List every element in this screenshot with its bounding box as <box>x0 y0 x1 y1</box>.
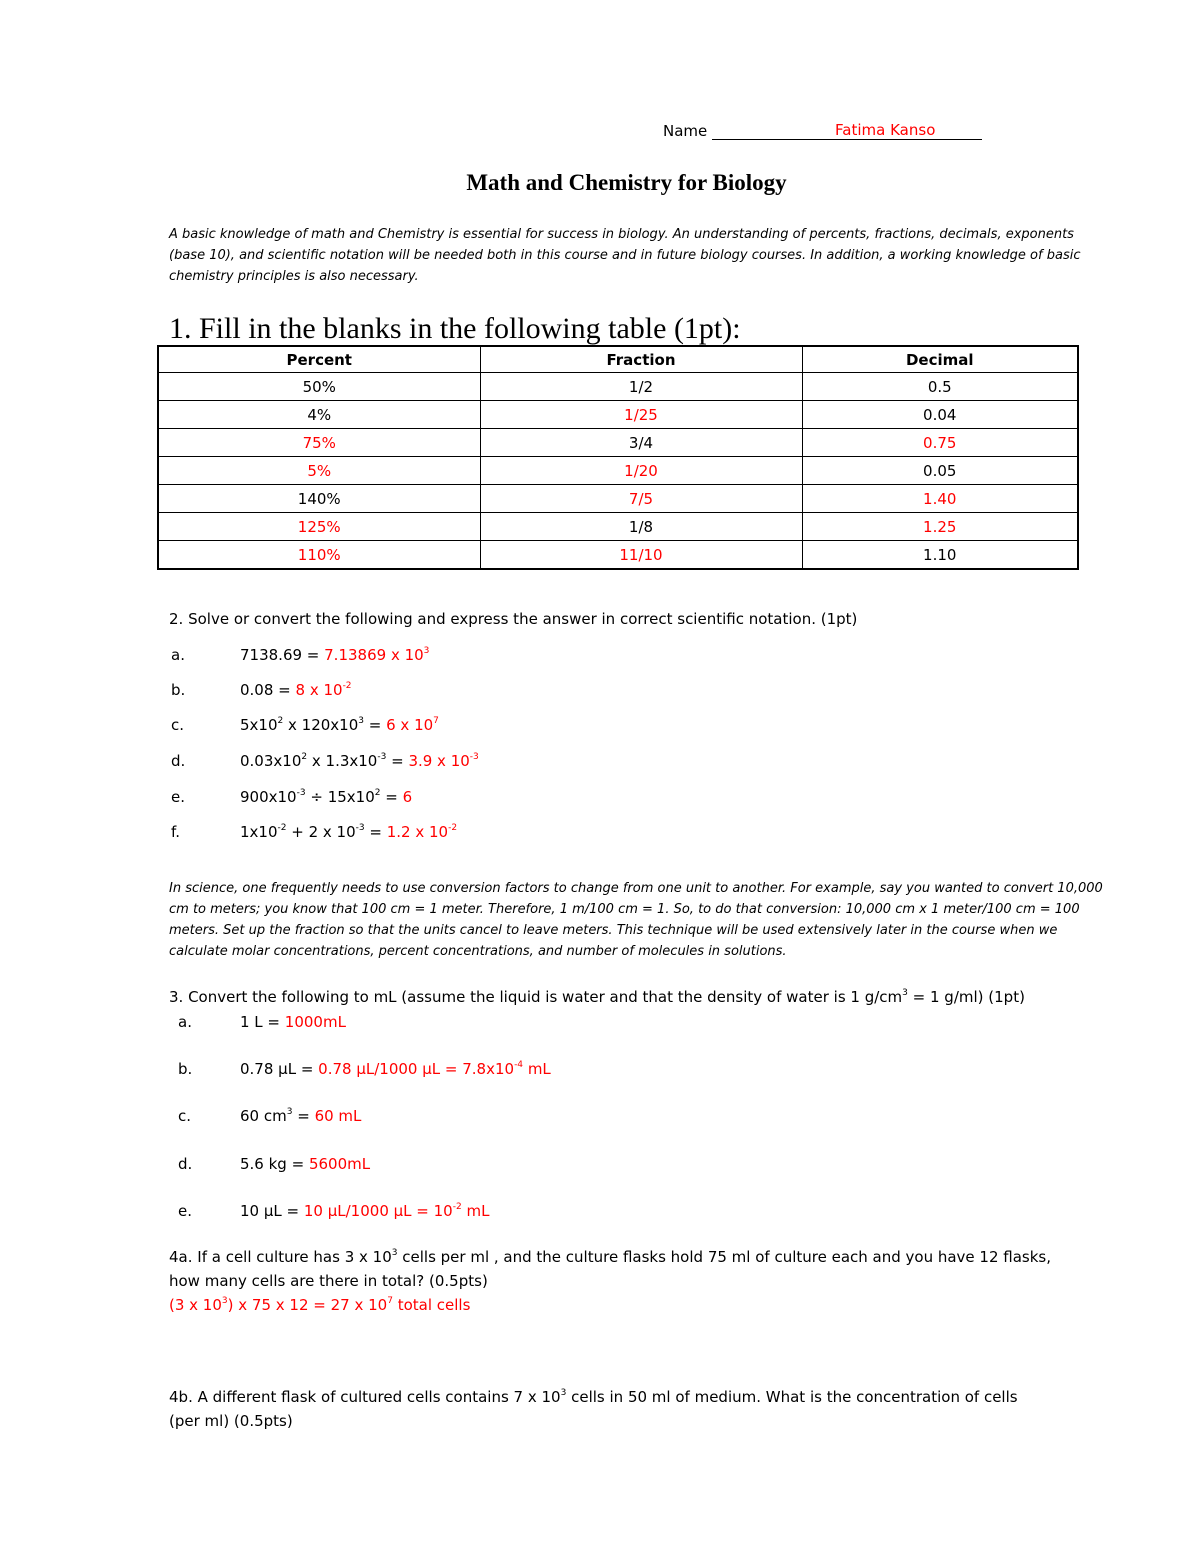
table-cell: 1.10 <box>802 541 1078 570</box>
q4a-answer: (3 x $10^3$) x 75 x 12 = 27 x $10^7$ total cells <box>169 1296 471 1314</box>
q3-question: 60 $cm^3$ = <box>240 1107 315 1125</box>
table-row <box>158 541 1078 570</box>
answer-cell: 1.25 <box>802 513 1078 541</box>
table-row <box>158 373 1078 401</box>
answer-cell: 5% <box>158 457 480 485</box>
answer-cell: 0.75 <box>802 429 1078 457</box>
header-percent: Percent <box>158 346 480 373</box>
table-cell: 1/2 <box>480 373 802 401</box>
table-cell: 50% <box>158 373 480 401</box>
name-line <box>663 122 982 140</box>
answer-cell: 110% <box>158 541 480 570</box>
table-row <box>158 401 1078 429</box>
header-fraction: Fraction <box>480 346 802 373</box>
name-field[interactable] <box>720 123 982 140</box>
q2-item <box>240 788 412 806</box>
q3-question: 10 μL = <box>240 1202 304 1220</box>
q2-question: $5x10^2$ x $120x10^3$ = <box>240 716 387 734</box>
q2-item <box>240 716 439 734</box>
q2-item <box>240 752 479 770</box>
q3-item <box>240 1060 551 1078</box>
table-row <box>158 485 1078 513</box>
q3-letter: a. <box>178 1013 192 1031</box>
q2-item <box>240 823 457 841</box>
table-cell: 1/8 <box>480 513 802 541</box>
q2-prompt: 2. Solve or convert the following and express the answer in correct scientific notation. (1pt) <box>169 610 858 628</box>
q2-question: 0.08 = <box>240 681 296 699</box>
intro-paragraph: A basic knowledge of math and Chemistry is essential for success in biology. An understanding of percents, fractions, decimals, exponents (base 10), and scientific notation will be needed both in this course and in future biology courses. In addition, a working knowledge of basic chemistry principles is also necessary. <box>169 227 1081 284</box>
q2-item <box>240 681 352 699</box>
q3-answer: 5600mL <box>308 1155 371 1173</box>
q3-answer: 0.78 μL/1000 $\mu L = 7.8x10^{-4}$ mL <box>318 1060 551 1078</box>
q2-answer: 6 <box>402 788 413 806</box>
page-title: Math and Chemistry for Biology <box>466 170 787 195</box>
q2-answer: 3.9 x $10^{-3}$ <box>408 752 479 770</box>
q3-item <box>240 1013 346 1031</box>
table-cell: 0.04 <box>802 401 1078 429</box>
q2-question: $0.03x10^2$ x $1.3x10^{-3}$ = <box>240 752 409 770</box>
q3-question: 0.78 μL = <box>240 1060 319 1078</box>
table-row <box>158 457 1078 485</box>
table-cell: 140% <box>158 485 480 513</box>
q2-letter: d. <box>171 752 186 770</box>
q2-letter: f. <box>171 823 180 841</box>
q1-heading: 1. Fill in the blanks in the following table (1pt): <box>169 312 741 345</box>
conversion-note: In science, one frequently needs to use conversion factors to change from one unit to another. For example, say you wanted to convert 10,000 cm to meters; you know that 100 cm = 1 meter. Therefore, 1 m/100 cm = 1. So, to do that conversion: 10,000 cm x 1 meter/100 cm = 100 meters. Set up the fraction so that the units cancel to leave meters. This technique will be used extensively later in the course when we calculate molar concentrations, percent concentrations, and number of molecules in solutions. <box>169 881 1103 959</box>
table-row <box>158 513 1078 541</box>
conversion-table <box>157 345 1079 570</box>
table-cell: 4% <box>158 401 480 429</box>
q3-prompt: 3. Convert the following to mL (assume the liquid is water and that the density of water is 1 $g/cm^3 = 1$ g/ml) (1pt) <box>169 988 1025 1006</box>
q2-question: $1x10^{-2} + 2$ x $10^{-3}$ = <box>240 823 387 841</box>
table-cell: 0.05 <box>802 457 1078 485</box>
q3-answer: 60 mL <box>314 1107 362 1125</box>
q2-answer: 7.13869 x $10^3$ <box>324 646 430 664</box>
name-value: Fatima Kanso <box>835 121 936 139</box>
table-row <box>158 429 1078 457</box>
q2-letter: e. <box>171 788 185 806</box>
q2-question: $900x10^{-3} \div 15x10^2$ = <box>240 788 403 806</box>
answer-cell: 1/20 <box>480 457 802 485</box>
q3-letter: d. <box>178 1155 193 1173</box>
q3-letter: b. <box>178 1060 193 1078</box>
q2-letter: c. <box>171 716 185 734</box>
q3-question: 5.6 kg = <box>240 1155 309 1173</box>
q2-answer: 6 x $10^7$ <box>386 716 439 734</box>
answer-cell: 11/10 <box>480 541 802 570</box>
q3-answer: 10 μL/1000 $\mu L = 10^{-2}$ mL <box>303 1202 490 1220</box>
q4a-prompt-line1: 4a. If a cell culture has 3 x $10^3$ cells per ml , and the culture flasks hold 75 ml of culture each and you have 12 flasks, <box>169 1248 1051 1266</box>
q3-item <box>240 1107 361 1125</box>
q3-letter: e. <box>178 1202 192 1220</box>
q2-letter: a. <box>171 646 185 664</box>
answer-cell: 1/25 <box>480 401 802 429</box>
q3-item <box>240 1202 489 1220</box>
q2-question: 7138.69 = <box>240 646 325 664</box>
table-cell: 3/4 <box>480 429 802 457</box>
answer-cell: 125% <box>158 513 480 541</box>
q3-question: 1 L = <box>240 1013 285 1031</box>
name-label: Name <box>663 122 708 140</box>
table-cell: 0.5 <box>802 373 1078 401</box>
answer-cell: 7/5 <box>480 485 802 513</box>
q2-letter: b. <box>171 681 186 699</box>
answer-cell: 75% <box>158 429 480 457</box>
q2-answer: 1.2 x $10^{-2}$ <box>386 823 458 841</box>
answer-cell: 1.40 <box>802 485 1078 513</box>
q3-letter: c. <box>178 1107 192 1125</box>
q3-answer: 1000mL <box>284 1013 346 1031</box>
q3-item <box>240 1155 370 1173</box>
q2-answer: 8 x $10^{-2}$ <box>295 681 352 699</box>
q4b-prompt-line1: 4b. A different flask of cultured cells contains 7 x $10^3$ cells in 50 ml of medium. What is the concentration of cells <box>169 1388 1018 1406</box>
table-header-row <box>158 346 1078 373</box>
q4a-prompt-line2: how many cells are there in total? (0.5pts) <box>169 1272 488 1290</box>
q4b-prompt-line2: (per ml) (0.5pts) <box>169 1412 293 1430</box>
header-decimal: Decimal <box>802 346 1078 373</box>
q2-item <box>240 646 429 664</box>
